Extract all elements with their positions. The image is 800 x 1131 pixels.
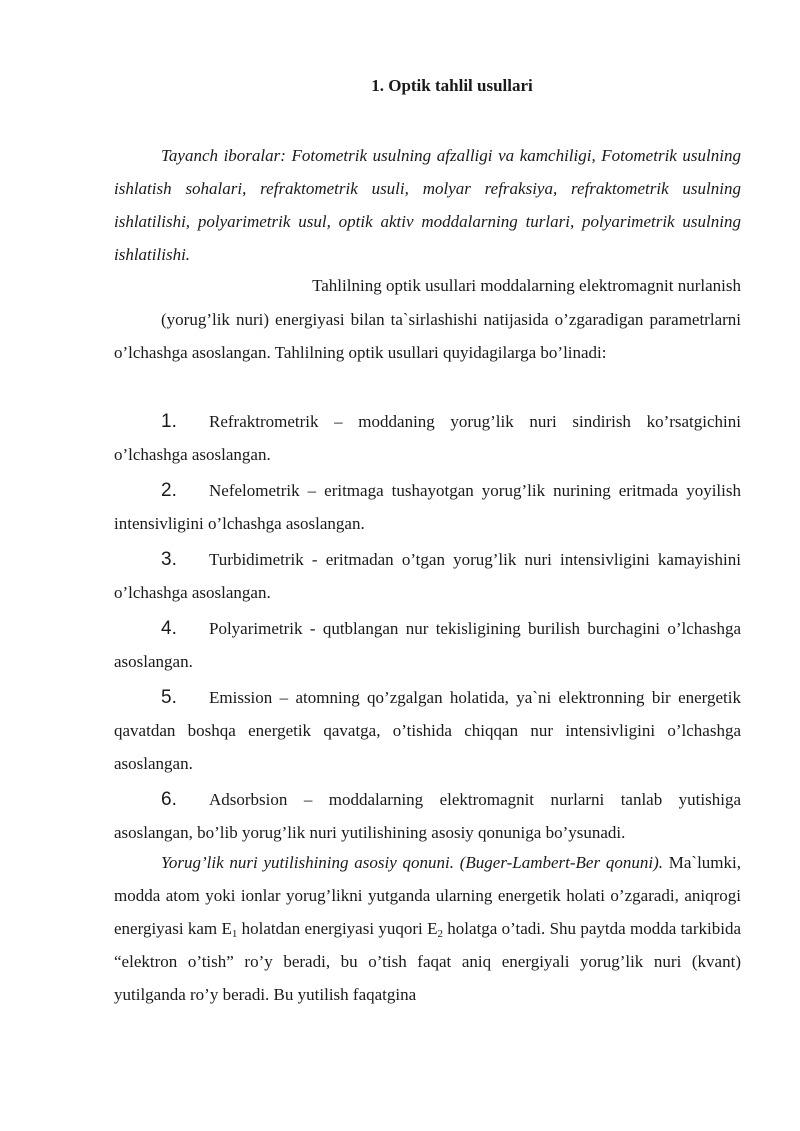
law-paragraph xyxy=(114,846,741,1011)
list-item xyxy=(114,474,741,540)
list-item xyxy=(114,543,741,609)
list-item-text: Refraktrometrik – moddaning yorug’lik nuri sindirish ko’rsatgichini o’lchashga asoslangan. xyxy=(114,412,741,464)
list-item-number: 3. xyxy=(161,549,177,570)
law-text-2: holatdan energiyasi yuqori E xyxy=(237,919,438,938)
list-item-text: Turbidimetrik - eritmadan o’tgan yorug’lik nuri intensivligini kamayishini o’lchashga asoslangan. xyxy=(114,550,741,602)
list-item-number: 5. xyxy=(161,687,177,708)
keywords-text: : Fotometrik usulning afzalligi va kamchiligi, Fotometrik usulning ishlatish sohalari, refraktometrik usuli, molyar refraksiya, refraktometrik usulning ishlatilishi, polyarimetrik usul, optik aktiv moddalarning turlari, polyarimetrik usulning ishlatilishi. xyxy=(114,146,741,264)
law-text-3: holatga o’tadi. Shu paytda modda tarkibida “elektron o’tish” ro’y beradi, bu o’tish faqat aniq energiyali yorug’lik nuri (kvant) yutilganda ro’y beradi. Bu yutilish faqatgina xyxy=(114,919,741,1004)
keywords-paragraph xyxy=(114,139,741,271)
intro-paragraph: (yorug’lik nuri) energiyasi bilan ta`sirlashishi natijasida o’zgaradigan parametrlarni o’lchashga asoslangan. Tahlilning optik usullari quyidagilarga bo’linadi: xyxy=(114,310,741,362)
list-item-text: Polyarimetrik - qutblangan nur tekisligining burilish burchagini o’lchashga asoslangan. xyxy=(114,619,741,671)
list-item xyxy=(114,405,741,471)
list-item-text: Nefelometrik – eritmaga tushayotgan yorug’lik nurining eritmada yoyilish intensivligini o’lchashga asoslangan. xyxy=(114,481,741,533)
list-item-text: Emission – atomning qo’zgalgan holatida, ya`ni elektronning bir energetik qavatdan boshqa energetik qavatga, o’tishida chiqqan nur intensivligini o’lchashga asoslangan. xyxy=(114,688,741,773)
method-list xyxy=(114,405,741,849)
list-item-number: 6. xyxy=(161,789,177,810)
list-item xyxy=(114,612,741,678)
section-heading: 1. Optik tahlil usullari xyxy=(371,76,533,95)
list-item-number: 2. xyxy=(161,480,177,501)
law-title: Yorug’lik nuri yutilishining asosiy qonuni. (Buger-Lambert-Ber qonuni). xyxy=(161,853,663,872)
keywords-label: Tayanch iboralar xyxy=(161,146,281,165)
energy-subscript-1: 1 xyxy=(231,928,238,940)
intro-first-line: Tahlilning optik usullari moddalarning elektromagnit nurlanish xyxy=(312,276,741,295)
list-item-number: 1. xyxy=(161,411,177,432)
list-item-number: 4. xyxy=(161,618,177,639)
energy-subscript-2: 2 xyxy=(437,928,443,940)
law-text-1: Ma`lumki, modda atom yoki ionlar yorug’likni yutganda ularning energetik holati o’zgaradi, aniqrogi energiyasi kam E xyxy=(114,853,741,938)
list-item xyxy=(114,681,741,780)
list-item xyxy=(114,783,741,849)
list-item-text: Adsorbsion – moddalarning elektromagnit nurlarni tanlab yutishiga asoslangan, bo’lib yorug’lik nuri yutilishining asosiy qonuniga bo’ysunadi. xyxy=(114,790,741,842)
